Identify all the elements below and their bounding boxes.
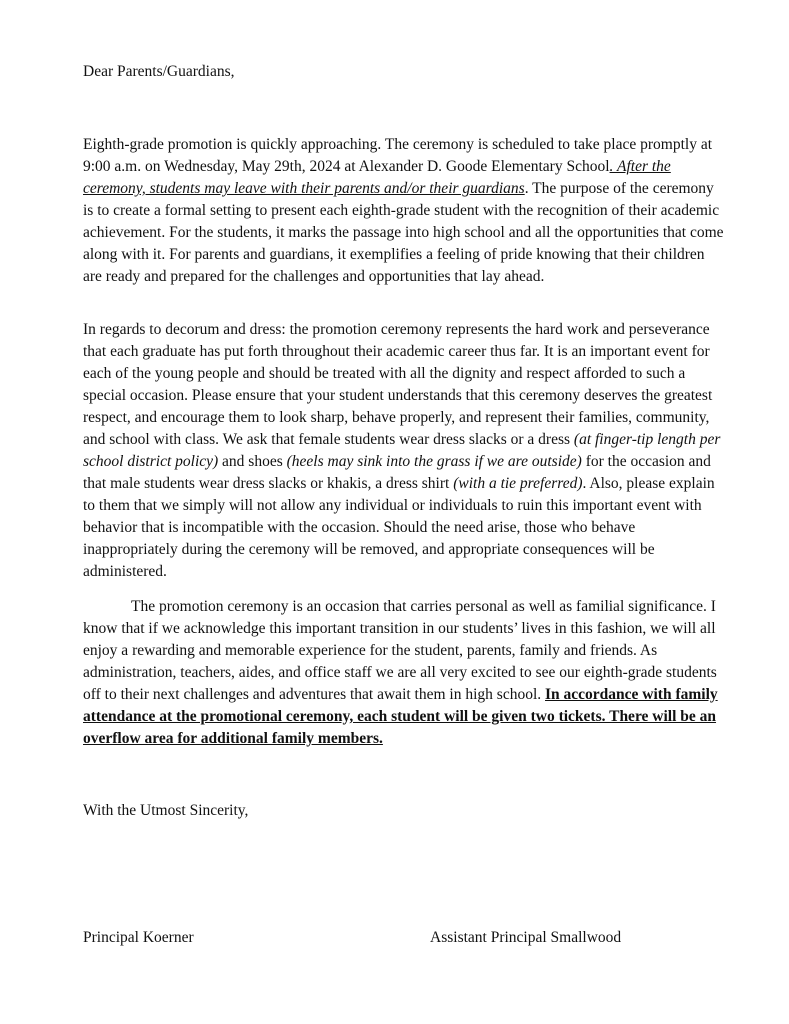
closing: With the Utmost Sincerity, [83, 802, 249, 819]
p2-text-b: and shoes [218, 453, 287, 470]
p2-text-a: In regards to decorum and dress: the promotion ceremony represents the hard work and perseverance that each graduate has put forth throughout their academic career thus far. It is an important event for each of the young people and should be treated with all the dignity and respect afforded to such a special occasion. Please ensure that your student understands that this ceremony deserves the greatest respect, and encourage them to look sharp, behave properly, and represent their families, community, and school with class. We ask that female students wear dress slacks or a dress [83, 321, 713, 448]
p1-text-b: . The purpose of the ceremony is to create a formal setting to present each eighth-grade student with the recognition of their academic achievement. For the students, it marks the passage into high school and all the opportunities that come along with it. For parents and guardians, it exemplifies a feeling of pride knowing that their children are ready and prepared for the challenges and opportunities that lay ahead. [83, 180, 724, 285]
p2-text-d: . Also, please explain to them that we simply will not allow any individual or individuals to ruin this important event with behavior that is incompatible with the occasion. Should the need arise, those who behave inappropriately during the ceremony will be removed, and appropriate consequences will be administered. [83, 475, 715, 580]
p2-italic-3: (with a tie preferred) [453, 475, 583, 492]
paragraph-ceremony-details [83, 134, 727, 288]
signature-assistant-principal: Assistant Principal Smallwood [430, 929, 622, 946]
p2-text-c: for the occasion and that male students wear dress slacks or khakis, a dress shirt [83, 453, 711, 492]
p2-italic-2: (heels may sink into the grass if we are outside) [286, 453, 582, 470]
p1-text-a: Eighth-grade promotion is quickly approaching. The ceremony is scheduled to take place promptly at 9:00 a.m. on Wednesday, May 29th, 2024 at Alexander D. Goode Elementary School [83, 136, 713, 175]
salutation: Dear Parents/Guardians, [83, 63, 235, 80]
signature-principal: Principal Koerner [83, 929, 194, 946]
p3-text-a: The promotion ceremony is an occasion that carries personal as well as familial significance. I know that if we acknowledge this important transition in our students’ lives in this fashion, we will all enjoy a rewarding and memorable experience for the student, parents, family and friends. As administration, teachers, aides, and office staff we are all very excited to see our eighth-grade students off to their next challenges and adventures that await them in high school. [83, 598, 717, 703]
p3-ticket-notice: In accordance with family attendance at the promotional ceremony, each student will be given two tickets. There will be an overflow area for additional family members. [83, 686, 718, 747]
paragraph-significance [83, 596, 727, 750]
p2-italic-1: (at finger-tip length per school district policy) [83, 431, 721, 470]
p1-emphasis: . After the ceremony, students may leave with their parents and/or their guardians [83, 158, 671, 197]
paragraph-decorum-dress [83, 319, 727, 583]
